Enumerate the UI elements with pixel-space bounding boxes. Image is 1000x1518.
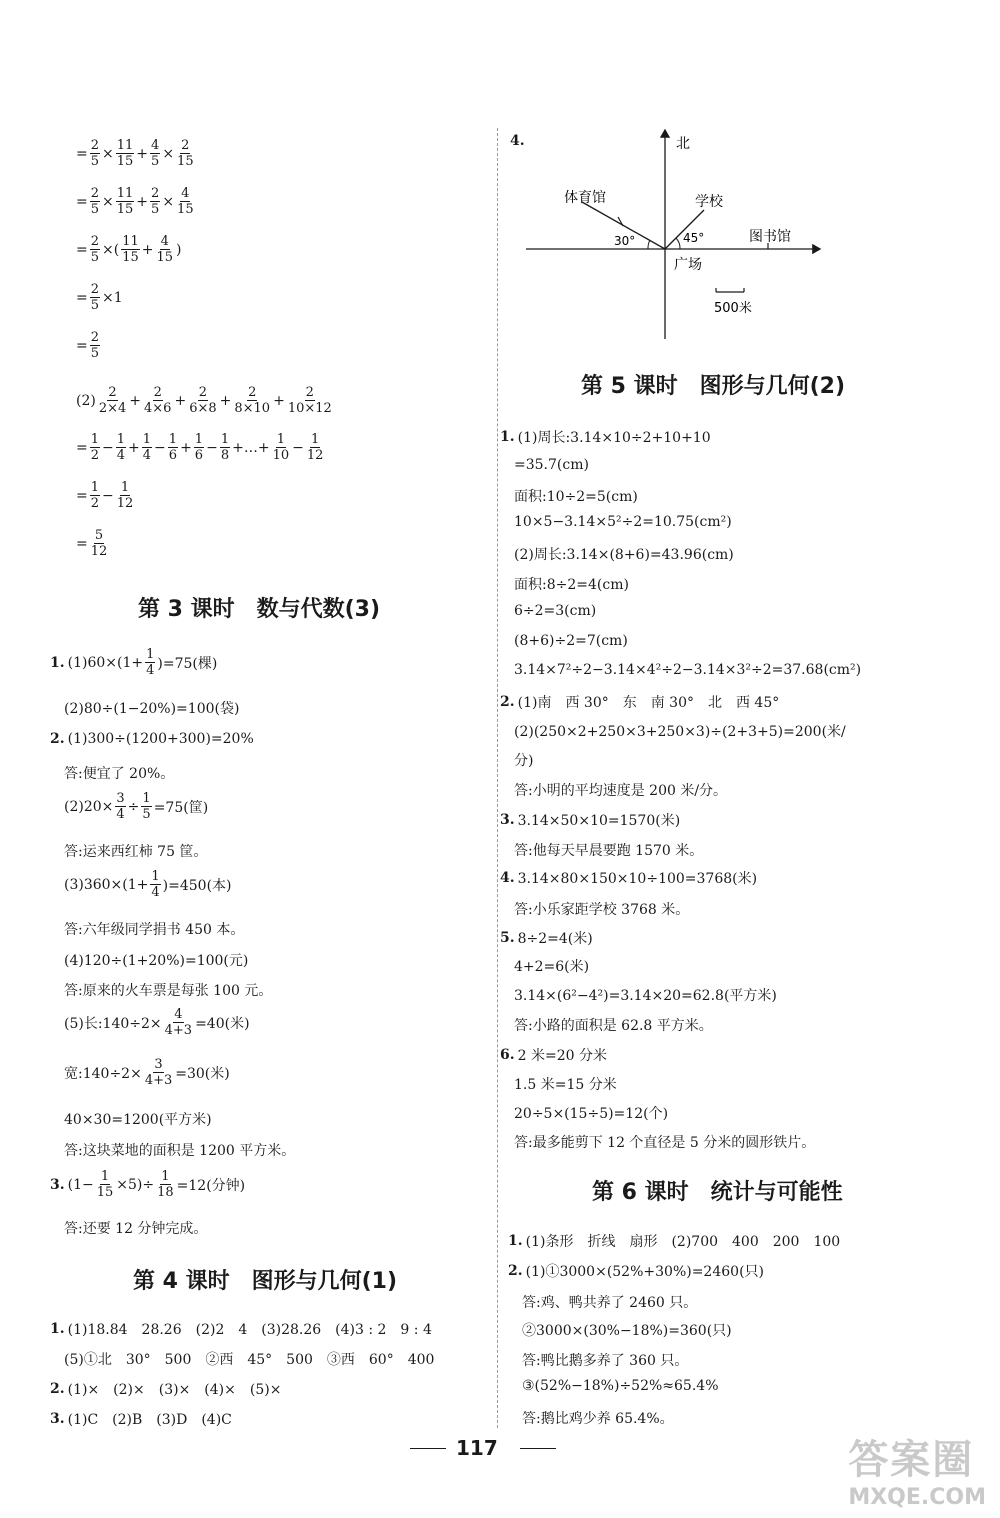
text-segment: − [206,439,218,456]
heading-lesson-5: 第 5 课时 图形与几何(2) [581,374,846,399]
question-number: 2. [508,1263,523,1279]
fraction-numerator: 11 [116,138,134,153]
heading-lesson-3: 第 3 课时 数与代数(3) [138,597,381,622]
s3-line [64,980,272,1000]
text-segment: )=450(本) [162,877,232,894]
fraction [188,386,217,415]
text-segment: ×( [102,241,120,258]
text-segment: 答:原来的火车票是每张 100 元。 [64,983,273,999]
text-segment: + [129,392,142,409]
heading-lesson-4: 第 4 课时 图形与几何(1) [133,1269,398,1294]
text-segment: × [102,193,114,210]
text-segment: − [292,439,304,456]
s3-line [50,648,217,677]
text-segment: 3.14×50×10=1570(米) [517,813,681,829]
question-number: 2. [50,731,65,747]
text-segment: 10×5−3.14×5²÷2=10.75(cm²) [514,514,732,530]
s5-line [514,514,732,530]
text-segment: =40(米) [195,1015,250,1032]
fraction-numerator: 1 [120,480,130,495]
text-segment: (2)80÷(1−20%)=100(袋) [64,701,240,717]
fraction-numerator: 3 [116,791,125,806]
s5-line [514,1103,668,1123]
fraction-denominator: 5 [151,154,160,169]
fraction [164,1008,193,1037]
watermark-logo-text: 答案圈 [848,1437,975,1483]
fraction [116,433,126,462]
text-segment: 答:小路的面积是 62.8 平方米。 [514,1018,713,1034]
s5-line [514,1074,617,1094]
text-segment: 答:这块菜地的面积是 1200 平方米。 [64,1143,296,1159]
s3-line [64,1218,207,1238]
s5-line [500,427,711,447]
fraction-numerator: 1 [90,432,100,447]
text-segment: + [136,145,149,162]
s3-line [64,763,174,783]
fraction [233,386,271,415]
text-segment: 8÷2=4(米) [517,931,593,947]
fraction-numerator: 1 [116,432,126,447]
question-number: 4. [500,870,515,886]
fraction-numerator: 11 [116,186,134,201]
column-divider [497,128,498,1428]
fraction-denominator: 4 [146,663,155,678]
fraction-numerator: 2 [90,330,100,345]
s5-line [514,750,533,770]
fraction-numerator: 2 [90,186,100,201]
text-segment: 答:运来西红柿 75 筐。 [64,844,208,860]
fraction-numerator: 1 [161,1169,170,1184]
s5-line [514,956,589,976]
fraction-denominator: 10 [272,448,290,463]
fraction [115,792,125,821]
s3-line [64,1109,212,1129]
fraction [90,529,109,558]
text-segment: 2 米=20 分米 [517,1048,607,1064]
fraction [142,433,152,462]
text-segment: = [76,241,88,258]
text-segment: (2) [76,392,96,409]
fraction-denominator: 2 [90,496,100,511]
text-segment: 40×30=1200(平方米) [64,1112,212,1128]
s3-line [64,841,207,861]
text-segment: 答:鸡、鸭共养了 2460 只。 [522,1295,698,1311]
fraction [150,139,160,168]
text-segment: 答:小明的平均速度是 200 米/分。 [514,783,728,799]
question-number: 2. [500,694,515,710]
text-segment: ③(52%−18%)÷52%≈65.4% [522,1378,719,1394]
text-segment: = [76,487,88,504]
s5-line [500,1045,607,1065]
fraction [272,433,291,462]
fraction-denominator: 2×4 [98,401,127,416]
text-segment: + [219,392,232,409]
text-segment: (2)20× [64,798,114,815]
steps-line [76,433,325,462]
text-segment: ) [176,241,182,258]
s5-line [514,486,638,506]
text-segment: 6÷2=3(cm) [514,603,597,619]
text-segment: (2)(250×2+250×3+250×3)÷(2+3+5)=200(米/ [514,724,846,740]
fraction-denominator: 4+3 [144,1073,173,1088]
text-segment: 4+2=6(米) [514,959,590,975]
steps-line [76,481,135,510]
fraction-numerator: 4 [151,138,160,153]
s5-line [500,692,779,712]
fraction [220,433,230,462]
s6-line [508,1231,840,1251]
fraction-denominator: 15 [177,202,194,217]
text-segment: + [128,439,140,456]
s4-line [64,1349,434,1369]
s3-line [50,731,254,747]
fraction-denominator: 5 [90,202,100,217]
text-segment: )=75(棵) [157,655,218,672]
question-number: 1. [500,429,515,445]
fraction-denominator: 4 [116,448,126,463]
fraction-denominator: 6×8 [189,401,217,416]
fraction [90,139,100,168]
text-segment: (1)南 西 30° 东 南 30° 北 西 45° [517,695,780,711]
s4-line [50,1319,432,1339]
page-number: 117 [456,1436,498,1460]
fraction-numerator: 1 [142,791,151,806]
fraction [96,1170,115,1199]
fraction-denominator: 4+3 [164,1023,193,1038]
text-segment: 1.5 米=15 分米 [514,1077,617,1093]
right-column [500,0,1000,1518]
fraction [156,235,175,264]
fraction [287,386,333,415]
s6-line [522,1320,732,1340]
fraction-denominator: 12 [90,544,108,559]
text-segment: 答:鹅比鸡少养 65.4%。 [522,1411,674,1427]
text-segment: ×5)÷ [116,1176,155,1193]
fraction-denominator: 6 [168,448,178,463]
steps-line [76,331,101,360]
s4-line [50,1409,232,1429]
s5-line [500,868,757,888]
fraction-denominator: 5 [90,250,100,265]
s5-line [514,899,689,919]
steps-line [76,283,123,312]
fraction-numerator: 1 [100,1169,110,1184]
text-segment: 答:便宜了 20%。 [64,766,175,782]
fraction-denominator: 15 [156,250,174,265]
fraction [90,283,100,312]
s6-line [522,1292,697,1312]
fraction-denominator: 4 [116,807,125,822]
fraction-denominator: 5 [90,346,100,361]
s4-line [50,1379,281,1399]
s3-line [64,870,232,899]
text-segment: (1)60×(1+ [67,654,144,671]
s5-line [514,633,628,649]
text-segment: =30(米) [175,1065,230,1082]
fraction-denominator: 4 [142,448,152,463]
fraction [194,433,204,462]
steps-line [76,529,109,558]
fraction-numerator: 2 [153,385,162,400]
fraction-numerator: 1 [146,647,155,662]
fraction-numerator: 1 [310,432,320,447]
text-segment: 3.14×7²÷2−3.14×4²÷2−3.14×3²÷2=37.68(cm²) [514,662,862,678]
fraction-numerator: 1 [194,432,204,447]
text-segment: − [102,487,114,504]
fraction-denominator: 12 [116,496,134,511]
question-number: 1. [50,1321,65,1337]
gym-label: 体育馆 [564,190,606,206]
s3-line [64,698,239,718]
fraction [116,187,135,216]
text-segment: 答:最多能剪下 12 个直径是 5 分米的圆形铁片。 [514,1135,816,1151]
s5-line [514,780,727,800]
text-segment: =75(筐) [153,799,209,816]
text-segment: (4)120÷(1+20%)=100(元) [64,953,249,969]
fraction [144,1058,173,1087]
question-number: 3. [50,1411,65,1427]
s3-line [64,1008,250,1037]
fraction-denominator: 15 [122,250,139,265]
fraction-numerator: 2 [90,138,100,153]
text-segment: (5)长:140÷2× [64,1015,162,1032]
fraction-numerator: 2 [90,234,100,249]
question-number: 2. [50,1381,65,1397]
north-label: 北 [676,136,690,152]
fraction-numerator: 4 [174,1007,183,1022]
fraction-denominator: 15 [116,154,134,169]
text-segment: 答:六年级同学捐书 450 本。 [64,922,245,938]
text-segment: (1)①3000×(52%+30%)=2460(只) [525,1264,764,1280]
text-segment: 答:鸭比鹅多养了 360 只。 [522,1353,689,1369]
fraction [98,386,127,415]
s5-line [514,721,846,741]
fraction-denominator: 8×10 [234,401,271,416]
fraction [141,792,151,821]
text-segment: (1)C (2)B (3)D (4)C [67,1412,232,1428]
question-number: 1. [50,654,65,671]
angle-45-label: 45° [683,231,705,245]
fraction-denominator: 12 [306,448,324,463]
text-segment: (3)360×(1+ [64,876,149,893]
fraction [176,187,195,216]
s5-line [514,1132,815,1152]
s5-line [514,457,589,473]
fraction [176,139,195,168]
fraction-numerator: 11 [122,234,139,249]
fraction-denominator: 8 [220,448,230,463]
fraction-numerator: 2 [90,282,100,297]
text-segment: ②3000×(30%−18%)=360(只) [522,1323,732,1339]
fraction-numerator: 1 [90,480,100,495]
fraction-numerator: 2 [108,385,117,400]
fraction-numerator: 2 [305,385,314,400]
text-segment: 答:还要 12 分钟完成。 [64,1221,208,1237]
heading-lesson-6: 第 6 课时 统计与可能性 [592,1180,843,1205]
text-segment: 分) [514,753,534,769]
fraction [90,235,100,264]
square-label: 广场 [674,257,702,273]
fraction-numerator: 4 [160,234,169,249]
fraction-numerator: 2 [151,186,160,201]
fraction-numerator: 1 [142,432,152,447]
text-segment: = [76,145,88,162]
watermark-url: MXQE.COM [848,1485,986,1510]
text-segment: + [136,193,149,210]
text-segment: 3.14×80×150×10÷100=3768(米) [517,871,758,887]
text-segment: = [76,439,88,456]
text-segment: 答:他每天早晨要跑 1570 米。 [514,843,704,859]
steps-line [76,139,196,168]
text-segment: + [141,241,154,258]
s3-line [64,919,244,939]
fraction [116,139,135,168]
text-segment: + [273,392,285,409]
text-segment: 20÷5×(15÷5)=12(个) [514,1106,669,1122]
text-segment: (5)①北 30° 500 ②西 45° 500 ③西 60° 400 [64,1352,435,1368]
text-segment: +…+ [232,439,270,456]
steps-line [76,235,182,264]
s6-line [522,1350,688,1370]
fraction-numerator: 1 [220,432,230,447]
text-segment: × [162,145,175,162]
fraction-denominator: 15 [177,154,194,169]
text-segment: =35.7(cm) [514,457,589,473]
fraction-denominator: 5 [90,298,100,313]
text-segment: (1− [67,1176,94,1193]
text-segment: 宽:140÷2× [64,1065,142,1082]
fraction-denominator: 10×12 [287,401,332,416]
s5-line [514,985,777,1005]
s5-line [514,544,734,564]
s5-line [514,840,703,860]
text-segment: + [174,392,187,409]
library-label: 图书馆 [749,229,791,245]
fraction-numerator: 1 [276,432,285,447]
fraction-denominator: 4×6 [144,401,172,416]
question-4-label: 4. [510,133,525,149]
watermark [848,1428,986,1510]
text-segment: (1)周长:3.14×10÷2+10+10 [517,430,711,446]
fraction-denominator: 2 [90,448,100,463]
scale-label: 500米 [714,301,752,316]
text-segment: 答:小乐家距学校 3768 米。 [514,902,690,918]
s3-line [64,950,248,970]
fraction-numerator: 1 [151,869,160,884]
s5-line [500,810,680,830]
fraction [116,481,135,510]
direction-diagram [520,124,830,344]
text-segment: = [76,535,88,552]
s6-line [522,1378,719,1394]
s5-line [514,662,861,678]
question-number: 3. [500,812,515,828]
text-segment: 3.14×(6²−4²)=3.14×20=62.8(平方米) [514,988,777,1004]
text-segment: × [162,193,175,210]
text-segment: − [154,439,166,456]
text-segment: = [76,337,88,354]
text-segment: (1)条形 折线 扇形 (2)700 400 200 100 [525,1234,841,1250]
text-segment: (1)300÷(1200+300)=20% [67,731,254,747]
s3-line [50,1170,245,1199]
fraction [306,433,325,462]
fraction-denominator: 5 [90,154,100,169]
question-number: 3. [50,1176,65,1193]
school-label: 学校 [695,194,723,210]
fraction [168,433,178,462]
s6-line [508,1261,764,1281]
question-number: 5. [500,930,515,946]
fraction [90,481,100,510]
fraction-denominator: 15 [96,1185,114,1200]
fraction [90,331,100,360]
text-segment: = [76,193,88,210]
s3-line [64,792,208,821]
text-segment: ×1 [102,289,123,306]
fraction [143,386,172,415]
fraction-numerator: 4 [181,186,190,201]
fraction-denominator: 6 [194,448,204,463]
fraction [150,187,160,216]
fraction [145,648,155,677]
fraction-numerator: 3 [154,1057,163,1072]
fraction [156,1170,175,1199]
text-segment: (2)周长:3.14×(8+6)=43.96(cm) [514,547,734,563]
fraction [150,870,160,899]
s5-line [514,574,629,594]
question-number: 6. [500,1047,515,1063]
s5-line [514,603,596,619]
text-segment: 面积:10÷2=5(cm) [514,489,638,505]
text-segment: 面积:8÷2=4(cm) [514,577,629,593]
fraction [90,187,100,216]
s5-line [514,1015,713,1035]
fraction [121,235,140,264]
text-segment: = [76,289,88,306]
angle-30-label: 30° [614,234,636,248]
question-number: 1. [508,1233,523,1249]
s3-line [64,1140,295,1160]
fraction-numerator: 2 [181,138,190,153]
s5-line [500,928,593,948]
text-segment: (1)18.84 28.26 (2)2 4 (3)28.26 (4)3 : 2 9 : 4 [67,1322,432,1338]
fraction-numerator: 2 [248,385,257,400]
text-segment: ÷ [127,798,140,815]
text-segment: (1)× (2)× (3)× (4)× (5)× [67,1382,282,1398]
fraction-numerator: 1 [168,432,178,447]
s6-line [522,1408,674,1428]
fraction-numerator: 2 [198,385,208,400]
text-segment: × [102,145,114,162]
text-segment: − [102,439,114,456]
fraction [90,433,100,462]
fraction-denominator: 5 [151,202,160,217]
text-segment: =12(分钟) [176,1177,246,1194]
steps-line [76,386,334,415]
s3-line [64,1058,230,1087]
fraction-denominator: 18 [157,1185,174,1200]
text-segment: (8+6)÷2=7(cm) [514,633,628,649]
fraction-denominator: 4 [151,885,160,900]
fraction-denominator: 5 [142,807,151,822]
fraction-denominator: 15 [116,202,134,217]
text-segment: + [180,439,192,456]
fraction-numerator: 5 [94,528,104,543]
left-column [0,0,495,1518]
steps-line [76,187,196,216]
